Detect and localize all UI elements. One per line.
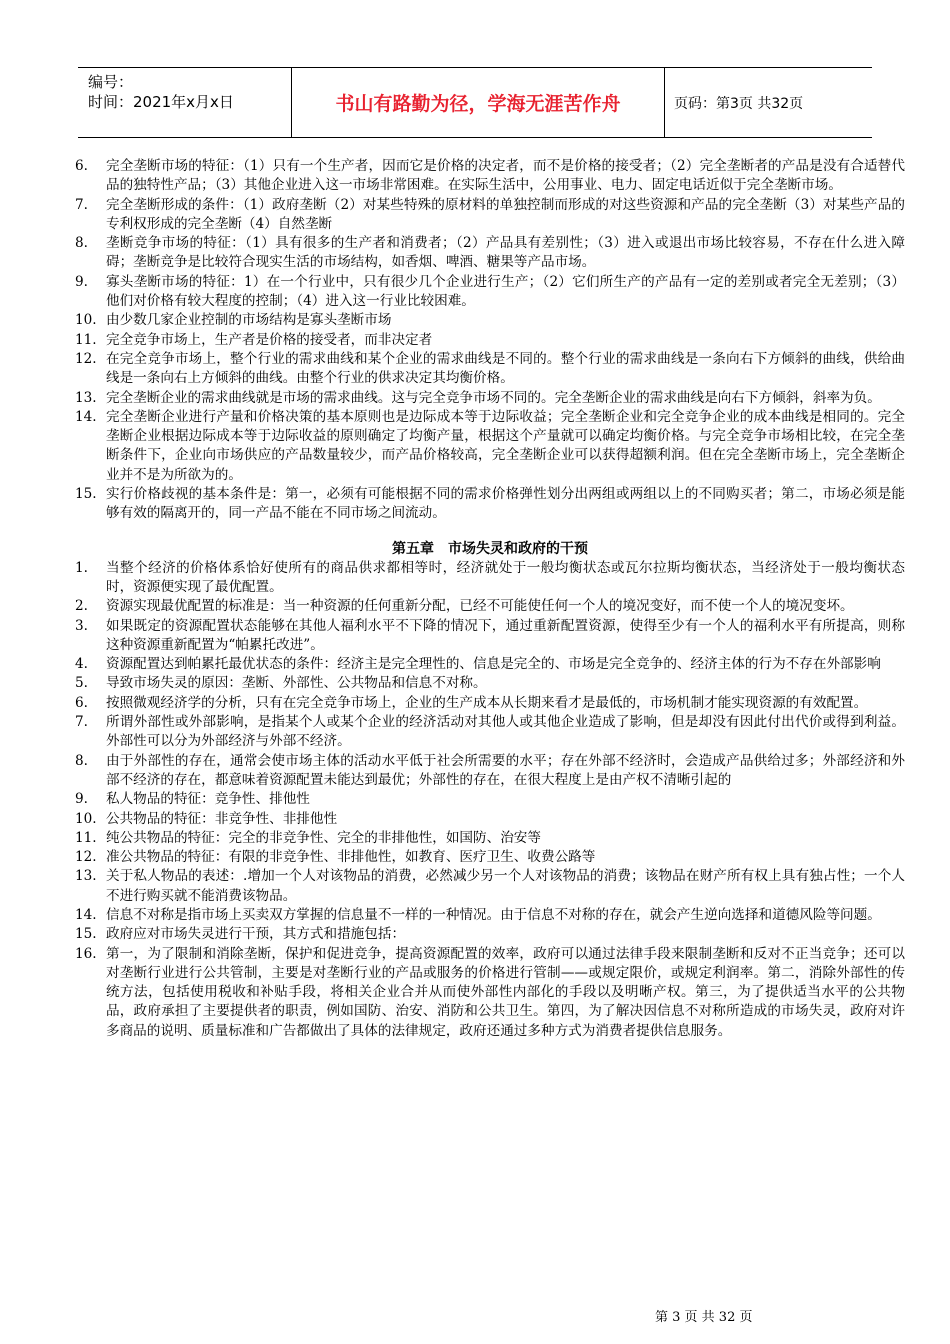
page-content: [75, 157, 905, 1041]
numbered-list-market-failure: [75, 559, 905, 1041]
list-item-text: 完全垄断企业的需求曲线就是市场的需求曲线。这与完全竞争市场不同的。完全垄断企业的需求曲线是向右下方倾斜，斜率为负。: [106, 389, 881, 406]
list-item-number: 16.: [75, 945, 97, 962]
list-item: [75, 674, 905, 693]
header-motto: 书山有路勤为径，学海无涯苦作舟: [292, 68, 665, 137]
list-item-text: 由少数几家企业控制的市场结构是寡头垄断市场: [106, 312, 392, 329]
list-item-number: 2.: [75, 598, 88, 615]
list-item: [75, 655, 905, 674]
list-item: [75, 234, 905, 273]
list-item: [75, 617, 905, 656]
list-item-number: 3.: [75, 617, 88, 634]
list-item: [75, 906, 905, 925]
code-label: 编号：: [88, 73, 134, 91]
header-table: [78, 67, 872, 138]
list-item-text: 如果既定的资源配置状态能够在其他人福利水平不下降的情况下，通过重新配置资源，使得至少有一个人的福利水平有所提高，则称这种资源重新配置为“帕累托改进”。: [106, 617, 905, 653]
list-item: [75, 945, 905, 1041]
list-item-number: 8.: [75, 752, 88, 769]
list-item-number: 12.: [75, 849, 97, 866]
list-item-text: 政府应对市场失灵进行干预，其方式和措施包括：: [106, 926, 406, 943]
list-item-number: 7.: [75, 714, 88, 731]
list-item: [75, 485, 905, 524]
list-item-number: 15.: [75, 486, 97, 503]
list-item: [75, 157, 905, 196]
list-item-text: 纯公共物品的特征：完全的非竞争性、完全的非排他性，如国防、治安等: [106, 829, 541, 846]
list-item-number: 11.: [75, 331, 97, 348]
list-item: [75, 311, 905, 330]
list-item-number: 7.: [75, 196, 88, 213]
list-item-number: 1.: [75, 559, 88, 576]
page-footer: 第 3 页 共 32 页: [655, 1310, 753, 1325]
list-item: [75, 867, 905, 906]
list-item-number: 11.: [75, 829, 97, 846]
header-page-info: 页码：第3页 共32页: [674, 95, 804, 112]
list-item-text: 资源配置达到帕累托最优状态的条件：经济主是完全理性的、信息是完全的、市场是完全竞争的、经济主体的行为不存在外部影响: [106, 656, 881, 673]
list-item-text: 按照微观经济学的分析，只有在完全竞争市场上，企业的生产成本从长期来看才是最低的，市场机制才能实现资源的有效配置。: [106, 694, 868, 711]
list-item: [75, 331, 905, 350]
list-item: [75, 196, 905, 235]
list-item: [75, 752, 905, 791]
list-item: [75, 925, 905, 944]
list-item: [75, 408, 905, 485]
list-item-number: 13.: [75, 389, 97, 406]
list-item-text: 实行价格歧视的基本条件是：第一，必须有可能根据不同的需求价格弹性划分出两组或两组以上的不同购买者；第二，市场必须是能够有效的隔离开的，同一产品不能在不同市场之间流动。: [106, 486, 905, 522]
list-item: [75, 389, 905, 408]
list-item-text: 完全垄断市场的特征：（1）只有一个生产者，因而它是价格的决定者，而不是价格的接受者；（2）完全垄断者的产品是没有合适替代品的独特性产品；（3）其他企业进入这一市场非常困难。在实际生活中，公用事业、电力、固定电话近似于完全垄断市场。: [106, 158, 905, 194]
list-item-number: 10.: [75, 312, 97, 329]
list-item-number: 9.: [75, 791, 88, 808]
header-meta: [78, 68, 292, 137]
list-item-number: 14.: [75, 408, 97, 425]
chapter-title: 第五章 市场失灵和政府的干预: [392, 540, 588, 557]
list-item-text: 资源实现最优配置的标准是：当一种资源的任何重新分配，已经不可能使任何一个人的境况变好，而不使一个人的境况变坏。: [106, 598, 854, 615]
list-item: [75, 810, 905, 829]
list-item-text: 寡头垄断市场的特征：1）在一个行业中，只有很少几个企业进行生产；（2）它们所生产的产品有一定的差别或者完全无差别；（3）他们对价格有较大程度的控制；（4）进入这一行业比较困难。: [106, 273, 905, 310]
list-item-number: 9.: [75, 273, 88, 290]
list-item-text: 当整个经济的价格体系恰好使所有的商品供求都相等时，经济就处于一般均衡状态或瓦尔拉斯均衡状态，当经济处于一般均衡状态时，资源便实现了最优配置。: [106, 559, 905, 595]
list-item-text: 完全竞争市场上，生产者是价格的接受者，而非决定者: [106, 331, 433, 348]
list-item: [75, 597, 905, 616]
list-item: [75, 559, 905, 598]
list-item-text: 关于私人物品的表述：.增加一个人对该物品的消费，必然减少另一个人对该物品的消费；该物品在财产所有权上具有独占性；一个人不进行购买就不能消费该物品。: [106, 868, 905, 904]
list-item-number: 12.: [75, 350, 97, 367]
list-item-number: 8.: [75, 235, 88, 252]
list-item-text: 私人物品的特征：竞争性、排他性: [106, 791, 310, 808]
list-item-text: 完全垄断企业进行产量和价格决策的基本原则也是边际成本等于边际收益；完全垄断企业和完全竞争企业的成本曲线是相同的。完全垄断企业根据边际成本等于边际收益的原则确定了均衡产量，根据这个产量就可以确定均衡价格。与完全竞争市场相比较，在完全垄断条件下，企业向市场供应的产品数量较少，而产品价格较高，完全垄断企业可以获得超额利润。但在完全垄断市场上，完全垄断企业并不是为所欲为的。: [106, 408, 905, 483]
list-item: [75, 848, 905, 867]
list-item-text: 准公共物品的特征：有限的非竞争性、非排他性，如教育、医疗卫生、收费公路等: [106, 849, 596, 866]
list-item-number: 5.: [75, 675, 88, 692]
list-item-text: 由于外部性的存在，通常会使市场主体的活动水平低于社会所需要的水平；存在外部不经济时，会造成产品供给过多；外部经济和外部不经济的存在，都意味着资源配置未能达到最优；外部性的存在，在很大程度上是由产权不清晰引起的: [106, 752, 905, 788]
list-item-text: 信息不对称是指市场上买卖双方掌握的信息量不一样的一种情况。由于信息不对称的存在，就会产生逆向选择和道德风险等问题。: [106, 906, 881, 923]
list-item-text: 垄断竞争市场的特征：（1）具有很多的生产者和消费者；（2）产品具有差别性；（3）进入或退出市场比较容易，不存在什么进入障碍；垄断竞争是比较符合现实生活的市场结构，如香烟、啤酒、糖果等产品市场。: [106, 235, 905, 271]
list-item-text: 完全垄断形成的条件：（1）政府垄断（2）对某些特殊的原材料的单独控制而形成的对这些资源和产品的完全垄断（3）对某些产品的专利权形成的完全垄断（4）自然垄断: [106, 196, 905, 232]
list-item-text: 导致市场失灵的原因：垄断、外部性、公共物品和信息不对称。: [106, 675, 487, 692]
list-item: [75, 790, 905, 809]
list-item-text: 第一，为了限制和消除垄断，保护和促进竞争，提高资源配置的效率，政府可以通过法律手段来限制垄断和反对不正当竞争；还可以对垄断行业进行公共管制，主要是对垄断行业的产品或服务的价格进行管制——或规定限价，或规定利润率。第二，消除外部性的传统方法，包括使用税收和补贴手段，将相关企业合并从而使外部性内部化的手段以及明晰产权。第三，为了提供适当水平的公共物品，政府承担了主要提供者的职责，例如国防、治安、消防和公共卫生。第四，为了解决因信息不对称所造成的市场失灵，政府对许多商品的说明、质量标准和广告都做出了具体的法律规定，政府还通过多种方式为消费者提供信息服务。: [106, 945, 905, 1039]
numbered-list-market-structure: [75, 157, 905, 524]
list-item: [75, 829, 905, 848]
time-label: 时间：2021年x月x日: [88, 93, 234, 111]
list-item: [75, 694, 905, 713]
list-item-number: 15.: [75, 926, 97, 943]
list-item-number: 13.: [75, 868, 97, 885]
list-item: [75, 273, 905, 312]
list-item-text: 在完全竞争市场上，整个行业的需求曲线和某个企业的需求曲线是不同的。整个行业的需求曲线是一条向右下方倾斜的曲线，供给曲线是一条向右上方倾斜的曲线。由整个行业的供求决定其均衡价格。: [106, 350, 905, 387]
list-item-number: 6.: [75, 158, 88, 174]
list-item-number: 6.: [75, 694, 88, 711]
list-item-text: 所谓外部性或外部影响，是指某个人或某个企业的经济活动对其他人或其他企业造成了影响，但是却没有因此付出代价或得到利益。外部性可以分为外部经济与外部不经济。: [106, 714, 905, 750]
list-item-number: 10.: [75, 810, 97, 827]
list-item-text: 公共物品的特征：非竞争性、非排他性: [106, 810, 338, 827]
list-item: [75, 713, 905, 752]
list-item-number: 14.: [75, 906, 97, 923]
list-item-number: 4.: [75, 656, 88, 673]
list-item: [75, 350, 905, 389]
